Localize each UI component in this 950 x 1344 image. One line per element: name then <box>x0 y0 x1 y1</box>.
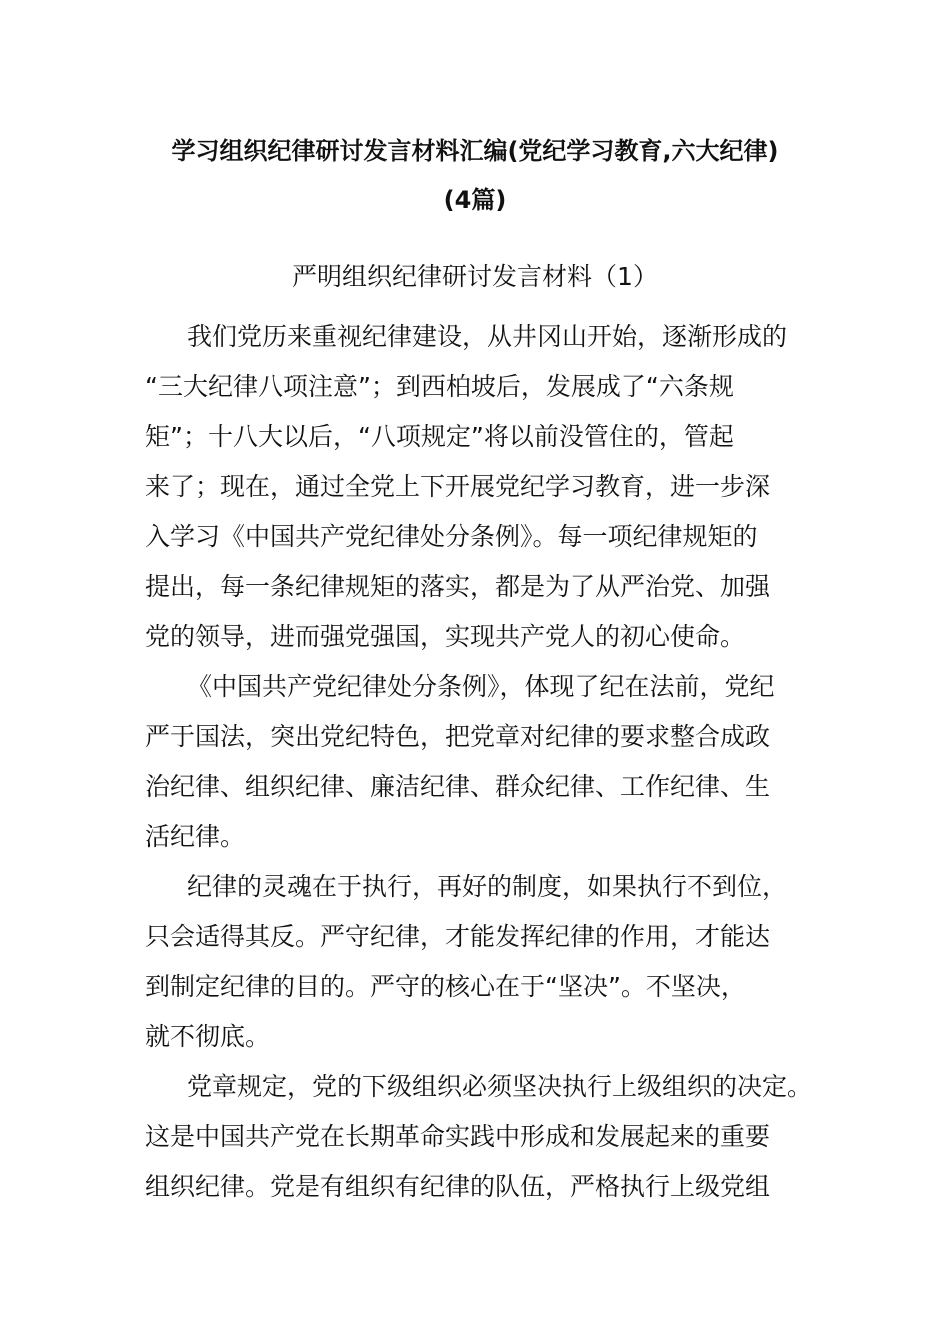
paragraph-2-line: 治纪律、组织纪律、廉洁纪律、群众纪律、工作纪律、生 <box>145 772 771 801</box>
paragraph-4-line: 组织纪律。党是有组织有纪律的队伍，严格执行上级党组 <box>145 1172 771 1201</box>
paragraph-1-line: “三大纪律八项注意”；到西柏坡后，发展成了“六条规 <box>145 372 734 401</box>
paragraph-1-line: 来了；现在，通过全党上下开展党纪学习教育，进一步深 <box>145 472 771 501</box>
paragraph-4-line: 党章规定，党的下级组织必须坚决执行上级组织的决定。 <box>187 1072 813 1101</box>
paragraph-3-line: 就不彻底。 <box>145 1022 271 1051</box>
document-title-line-2: (4篇) <box>443 186 507 214</box>
paragraph-3-line: 只会适得其反。严守纪律，才能发挥纪律的作用，才能达 <box>145 922 771 951</box>
paragraph-1-line: 党的领导，进而强党强国，实现共产党人的初心使命。 <box>145 622 746 651</box>
paragraph-2-line: 《中国共产党纪律处分条例》，体现了纪在法前，党纪 <box>187 672 775 701</box>
paragraph-2-line: 活纪律。 <box>145 822 246 851</box>
paragraph-3-line: 到制定纪律的目的。严守的核心在于“坚决”。不坚决， <box>145 972 746 1001</box>
paragraph-1-line: 我们党历来重视纪律建设，从井冈山开始，逐渐形成的 <box>187 322 788 351</box>
paragraph-3-line: 纪律的灵魂在于执行，再好的制度，如果执行不到位， <box>187 872 788 901</box>
section-title: 严明组织纪律研讨发言材料（1） <box>292 262 658 291</box>
paragraph-4-line: 这是中国共产党在长期革命实践中形成和发展起来的重要 <box>145 1122 771 1151</box>
paragraph-2-line: 严于国法，突出党纪特色，把党章对纪律的要求整合成政 <box>145 722 771 751</box>
paragraph-1-line: 矩”；十八大以后，“八项规定”将以前没管住的，管起 <box>145 422 734 451</box>
document-title-line-1: 学习组织纪律研讨发言材料汇编(党纪学习教育,六大纪律) <box>171 137 779 165</box>
paragraph-1-line: 提出，每一条纪律规矩的落实，都是为了从严治党、加强 <box>145 572 771 601</box>
paragraph-1-line: 入学习《中国共产党纪律处分条例》。每一项纪律规矩的 <box>145 522 758 551</box>
